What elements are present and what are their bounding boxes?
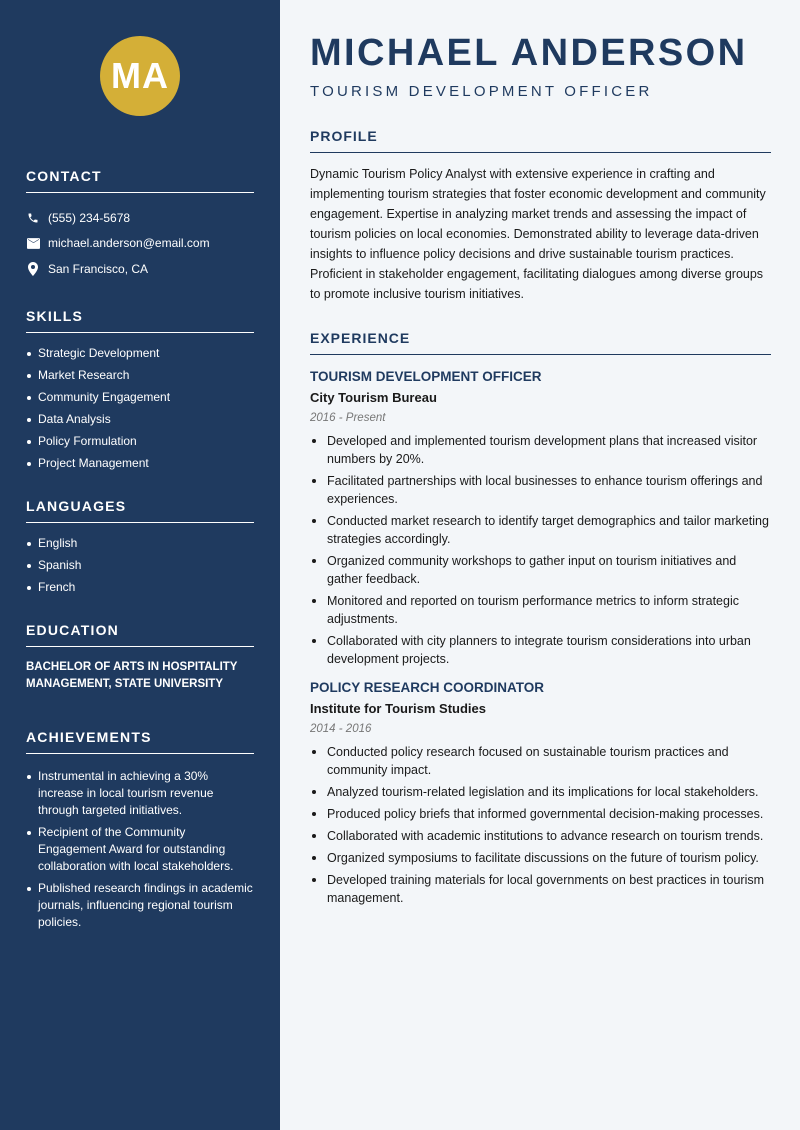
- skills-list: [26, 345, 254, 472]
- contact-email-text: michael.anderson@email.com: [48, 236, 210, 251]
- job-company: Institute for Tourism Studies: [310, 701, 486, 716]
- language-item: French: [26, 579, 254, 596]
- job-title: POLICY RESEARCH COORDINATOR: [310, 680, 545, 695]
- location-icon: [26, 262, 40, 276]
- job-title: TOURISM DEVELOPMENT OFFICER: [310, 369, 542, 384]
- contact-phone-text: (555) 234-5678: [48, 210, 131, 225]
- language-item: Spanish: [26, 557, 254, 574]
- job-company: City Tourism Bureau: [310, 390, 437, 405]
- education-section: [26, 622, 254, 693]
- languages-section: [26, 498, 254, 596]
- profile-section: [310, 128, 771, 304]
- job-bullet: Organized symposiums to facilitate discussions on the future of tourism policy.: [310, 849, 771, 867]
- job-bullet: Conducted policy research focused on sustainable tourism practices and community impact.: [310, 743, 771, 779]
- job-bullets: [310, 432, 771, 668]
- skill-item: Policy Formulation: [26, 433, 254, 450]
- education-heading: EDUCATION: [26, 622, 254, 647]
- experience-heading: EXPERIENCE: [310, 330, 771, 355]
- job-bullet: Analyzed tourism-related legislation and its implications for local stakeholders.: [310, 783, 771, 801]
- avatar: MA: [100, 36, 180, 116]
- job-bullet: Facilitated partnerships with local businesses to enhance tourism offerings and experiences.: [310, 472, 771, 508]
- languages-heading: LANGUAGES: [26, 498, 254, 523]
- contact-heading: CONTACT: [26, 168, 254, 193]
- contact-email: [26, 231, 254, 257]
- job-dates: 2014 - 2016: [310, 723, 372, 735]
- job-bullet: Developed and implemented tourism development plans that increased visitor numbers by 20%.: [310, 432, 771, 468]
- skill-item: Data Analysis: [26, 411, 254, 428]
- email-icon: [26, 236, 40, 250]
- job-bullet: Collaborated with academic institutions to advance research on tourism trends.: [310, 827, 771, 845]
- job-bullet: Monitored and reported on tourism performance metrics to inform strategic adjustments.: [310, 592, 771, 628]
- profile-heading: PROFILE: [310, 128, 771, 153]
- job-bullet: Collaborated with city planners to integrate tourism considerations into urban development projects.: [310, 632, 771, 668]
- candidate-title: TOURISM DEVELOPMENT OFFICER: [310, 83, 653, 100]
- skills-heading: SKILLS: [26, 308, 254, 333]
- education-degree: BACHELOR OF ARTS IN HOSPITALITY MANAGEMENT, STATE UNIVERSITY: [26, 660, 238, 690]
- candidate-name: MICHAEL ANDERSON: [310, 32, 748, 74]
- contact-location-text: San Francisco, CA: [48, 261, 149, 276]
- job-entry: [310, 369, 771, 668]
- language-item: English: [26, 535, 254, 552]
- job-bullet: Produced policy briefs that informed governmental decision-making processes.: [310, 805, 771, 823]
- job-entry: [310, 680, 771, 907]
- achievement-item: Published research findings in academic journals, influencing regional tourism policies.: [26, 880, 254, 931]
- sidebar: [0, 0, 280, 1130]
- job-bullets: [310, 743, 771, 907]
- experience-section: [310, 330, 771, 907]
- contact-phone: [26, 205, 254, 231]
- achievements-heading: ACHIEVEMENTS: [26, 729, 254, 754]
- skills-section: [26, 308, 254, 472]
- skill-item: Project Management: [26, 455, 254, 472]
- job-bullet: Developed training materials for local governments on best practices in tourism management.: [310, 871, 771, 907]
- languages-list: [26, 535, 254, 596]
- skill-item: Community Engagement: [26, 389, 254, 406]
- achievements-section: [26, 729, 254, 931]
- phone-icon: [26, 211, 40, 225]
- achievement-item: Instrumental in achieving a 30% increase in local tourism revenue through targeted initiatives.: [26, 768, 254, 819]
- achievements-list: [26, 768, 254, 931]
- achievement-item: Recipient of the Community Engagement Award for outstanding collaboration with local stakeholders.: [26, 824, 254, 875]
- contact-section: [26, 168, 254, 282]
- contact-location: [26, 256, 254, 282]
- main-content: [280, 0, 800, 1130]
- job-bullet: Organized community workshops to gather input on tourism initiatives and gather feedback.: [310, 552, 771, 588]
- job-bullet: Conducted market research to identify target demographics and tailor marketing strategies accordingly.: [310, 512, 771, 548]
- skill-item: Market Research: [26, 367, 254, 384]
- profile-text: Dynamic Tourism Policy Analyst with extensive experience in crafting and implementing tourism strategies that foster economic development and community engagement. Expertise in analyzing market trends and assessing the impact of tourism policies on local economies. Demonstrated ability to leverage data-driven insights to influence policy decisions and drive sustainable tourism practices. Proficient in stakeholder engagement, facilitating dialogues among diverse groups to promote inclusive tourism initiatives.: [310, 167, 766, 301]
- skill-item: Strategic Development: [26, 345, 254, 362]
- job-dates: 2016 - Present: [310, 412, 386, 424]
